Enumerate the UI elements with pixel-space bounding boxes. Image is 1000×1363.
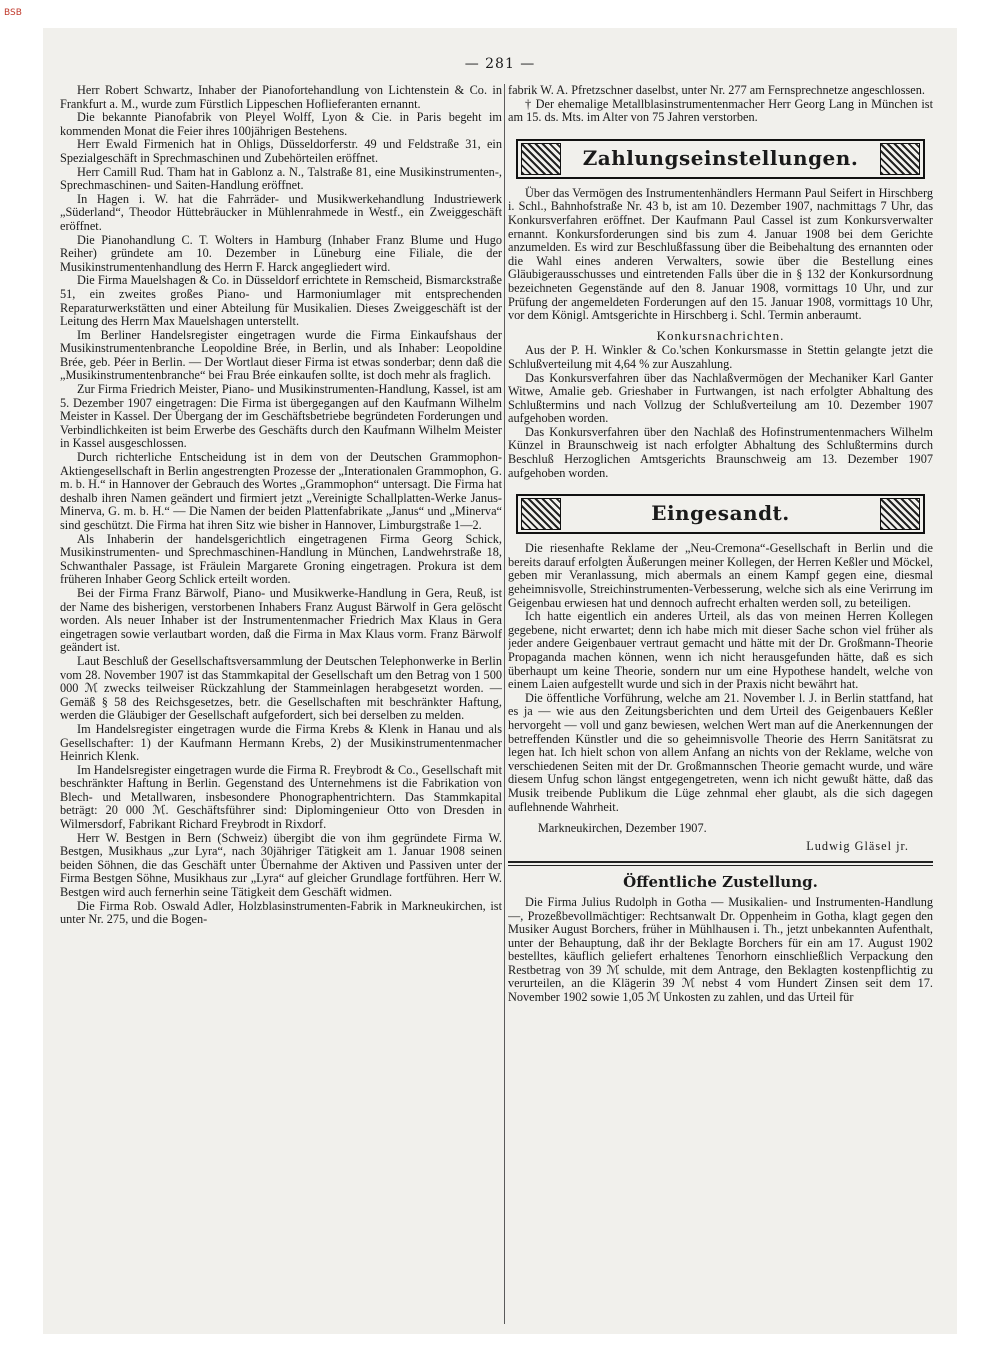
paragraph: In Hagen i. W. hat die Fahrräder- und Musikwerkehandlung Industriewerk „Süderland“, Theodor Hüttebräucker in Mühlenrahmede in Westf., ein Zweiggeschäft eröffnet.	[60, 191, 502, 233]
paragraph: Die Pianohandlung C. T. Wolters in Hamburg (Inhaber Franz Blume und Hugo Reiher) gründete am 10. Dezember in Lüneburg eine Filiale, die der Musikinstrumentenhandlung des Herrn F. Harck angegliedert wird.	[60, 232, 502, 274]
paragraph: Über das Vermögen des Instrumentenhändlers Hermann Paul Seifert in Hirschberg i. Schl., Bahnhofstraße Nr. 43 b, ist am 10. Dezember 1907, nachmittags 7 Uhr, das Konkursverfahren eröffnet. Der Kaufmann Paul Cassel ist zum Konkursverwalter ernannt. Konkursforderungen sind bis zum 4. Januar 1908 bei dem Gerichte anzumelden. Es wird zur Beschlußfassung über die Beibehaltung des ernannten oder die Wahl eines anderen Verwalters, sowie über die Bestellung eines Gläubigerausschusses und eintretenden Falls über die in § 132 der Konkursordnung bezeichneten Gegenstände auf den 8. Januar 1908, vormittags 10 Uhr, und zur Prüfung der angemeldeten Forderungen auf den 15. Januar 1908, vormittags 10 Uhr, vor dem Königl. Amtsgerichte in Hirschberg i. Schl. Termin anberaumt.	[508, 185, 933, 323]
eingesandt-banner	[516, 494, 925, 534]
section-rule	[508, 861, 933, 866]
paragraph: Die riesenhafte Reklame der „Neu-Cremona“-Gesellschaft in Berlin und die bereits darauf erfolgten Äußerungen meiner Kollegen, der Herren Keßler und Möckel, geben mir Veranlassung, mich abermals an einem Kampf gegen eine, diesmal geheimnisvolle, Streichinstrumenten-Verbesserung, welche sich als eine Verirrung im Geigenbau erwiesen hat und dennoch aufrecht erhalten werden soll, zu beteiligen.	[508, 541, 933, 610]
section-title: Eingesandt.	[651, 501, 790, 526]
paragraph: Das Konkursverfahren über das Nachlaßvermögen der Mechaniker Karl Ganter Witwe, Amalie geb. Grieshaber in Furtwangen, ist nach erfolgter Abhaltung des Schlußtermins und nach Vollzug der Schlußverteilung am 10. Dezember 1907 aufgehoben worden.	[508, 370, 933, 426]
paragraph: Ich hatte eigentlich ein anderes Urteil, als das von meinen Herren Kollegen gegebene, nicht erwartet; denn ich habe mich mit dieser Sache schon viel früher als jeder andere Geigenbauer vertraut gemacht und hätte mit der Dr. Großmann-Theorie Propaganda machen können, wenn ich nicht herausgefunden hätte, daß es sich überhaupt um keine Theorie, sondern nur um eine Hypothese handelt, welche von einem Laien aufgestellt wurde und sich in der Praxis nicht bewährt hat.	[508, 609, 933, 692]
paragraph: Herr Camill Rud. Tham hat in Gablonz a. N., Talstraße 81, eine Musikinstrumenten-, Sprechmaschinen- und Saiten-Handlung eröffnet.	[60, 164, 502, 193]
paragraph: Aus der P. H. Winkler & Co.'schen Konkursmasse in Stettin gelangte jetzt die Schlußverteilung mit 4,64 % zur Auszahlung.	[508, 343, 933, 371]
ornament-left-icon	[521, 498, 561, 530]
zahlungseinstellungen-banner	[516, 139, 925, 179]
paragraph: Im Handelsregister eingetragen wurde die Firma R. Freybrodt & Co., Gesellschaft mit beschränkter Haftung in Berlin. Gegenstand des Unternehmens ist die Fabrikation von Blech- und Metallwaren, insbesondere Phonographentrichtern. Das Stammkapital beträgt: 20 000 ℳ. Geschäftsführer sind: Diplomingenieur Otto von Dresden in Wilmersdorf, Fabrikant Richard Freybrodt in Rixdorf.	[60, 762, 502, 832]
paragraph: Herr W. Bestgen in Bern (Schweiz) übergibt die von ihm gegründete Firma W. Bestgen, Musikhaus „zur Lyra“, nach 30jähriger Tätigkeit am 1. Januar 1908 seinen beiden Söhnen, die das Geschäft unter Übernahme der Aktiven und Passiven unter der Firma Bestgen Söhne, Musikhaus zur „Lyra“ auf gleicher Grundlage fortführen. Herr W. Bestgen wird auch fernerhin seine Tätigkeit dem Geschäft widmen.	[60, 830, 502, 900]
paragraph: Im Berliner Handelsregister eingetragen wurde die Firma Einkaufshaus der Musikinstrumentenbranche Leopoldine Brée, in Berlin, und als Inhaber: Leopoldine Brée, geb. Péer in Berlin. — Der Wortlaut dieser Firma ist etwas sonderbar; denn daß die „Musikinstrumentenbranche“ bei Frau Brée einkaufen sollte, ist doch mehr als fraglich.	[60, 327, 502, 383]
paragraph: Die bekannte Pianofabrik von Pleyel Wolff, Lyon & Cie. in Paris begeht im kommenden Monat die Feier ihres 100jährigen Bestehens.	[60, 110, 502, 138]
letter-signature: Ludwig Gläsel jr.	[806, 838, 909, 853]
paragraph: Im Handelsregister eingetragen wurde die Firma Krebs & Klenk in Hanau und als Gesellschafter: 1) der Kaufmann Hermann Krebs, 2) der Musikinstrumentenmacher Heinrich Klenk.	[60, 721, 502, 764]
ornament-left-icon	[521, 143, 561, 175]
column-divider	[504, 84, 505, 1324]
paragraph: fabrik W. A. Pfretzschner daselbst, unter Nr. 277 am Fernsprechnetze angeschlossen.	[508, 84, 925, 97]
paragraph: Herr Robert Schwartz, Inhaber der Pianofortehandlung von Lichtenstein & Co. in Frankfurt a. M., wurde zum Fürstlich Lippeschen Hoflieferanten ernannt.	[60, 84, 502, 111]
konkurs-heading: Konkursnachrichten.	[656, 327, 785, 343]
paragraph: Durch richterliche Entscheidung ist in dem von der Deutschen Grammophon-Aktiengesellschaft in Berlin angestrengten Prozesse der „Interationalen Grammophon, G. m. b. H.“ in Hannover der Gebrauch des Wortes „Grammophon“ untersagt. Die Firma hat deshalb ihren Namen geändert und firmiert jetzt „Vereinigte Schallplatten-Werke Janus-Minerva, G. m. b. H.“ — Die Namen der beiden Plattenfabrikate „Janus“ und „Minerva“ sind geschützt. Die Firma hat ihren Sitz wie bisher in Hannover, Limburgstraße 1—2.	[60, 450, 502, 532]
paragraph: Zur Firma Friedrich Meister, Piano- und Musikinstrumenten-Handlung, Kassel, ist am 5. Dezember 1907 eingetragen: Die Firma ist übergegangen auf den Kaufmann Wilhelm Meister in Kassel. Der Übergang der im Geschäftsbetriebe begründeten Forderungen und Verbindlichkeiten ist beim Erwerbe des Geschäfts durch den Kaufmann Wilhelm Meister in Kassel ausgeschlossen.	[60, 382, 502, 451]
paragraph: Laut Beschluß der Gesellschaftsversammlung der Deutschen Telephonwerke in Berlin vom 28. November 1907 ist das Stammkapital der Gesellschaft um den Betrag von 1 500 000 ℳ zwecks teilweiser Rückzahlung der Stammeinlagen herabgesetzt worden. — Gemäß § 58 des Reichsgesetzes, betr. die Gesellschaften mit beschränkter Haftung, werden die Gläubiger der Gesellschaft aufgefordert, sich bei derselben zu melden.	[60, 653, 502, 723]
zustellung-body	[508, 896, 933, 1005]
zahlung-body	[508, 187, 933, 323]
konkurs-body	[508, 344, 933, 480]
section-title: Zahlungseinstellungen.	[582, 145, 859, 170]
paragraph: Die öffentliche Vorführung, welche am 21. November l. J. in Berlin stattfand, hat es ja — wie aus den Zeitungsberichten und dem Urteil des Geigenbauers Keßler hervorgeht — voll und ganz bewiesen, welchen Wert man auf die Anerkennungen der betreffenden Künstler und die so geheimnisvolle Theorie des Herrn Sanitätsrat zu legen hat. Ich hielt schon von allem Anfang an nichts von der Reklame, welche von verschiedenen Seiten mit der Dr. Großmannschen Theorie gemacht wurde, und wäre diesem Unfug schon längst entgegengetreten, wenn ich nicht gewußt hätte, daß das Musik treibende Publikum die Lüge zehnmal eher glaubt, als die sich dagegen auflehnende Wahrheit.	[508, 690, 933, 814]
eingesandt-body	[508, 542, 933, 814]
paragraph: Das Konkursverfahren über den Nachlaß des Hofinstrumentenmachers Wilhelm Künzel in Braunschweig ist nach erfolgter Abhaltung des Schlußtermins durch Beschluß Herzoglichen Amtsgerichts Braunschweig am 13. Dezember 1907 aufgehoben worden.	[508, 424, 933, 480]
ornament-right-icon	[880, 498, 920, 530]
page-number: — 281 —	[464, 56, 536, 72]
paragraph: † Der ehemalige Metallblasinstrumentenmacher Herr Georg Lang in München ist am 15. ds. Mts. im Alter von 75 Jahren verstorben.	[508, 96, 933, 125]
left-column	[60, 84, 502, 1334]
newspaper-page	[43, 28, 957, 1334]
paragraph: Herr Ewald Firmenich hat in Ohligs, Düsseldorferstr. 49 und Feldstraße 31, ein Spezialgeschäft in Sprechmaschinen und Zubehörteilen eröffnet.	[60, 137, 502, 165]
library-mark: BSB	[4, 8, 22, 18]
right-column	[508, 84, 933, 1334]
paragraph: Die Firma Mauelshagen & Co. in Düsseldorf errichtete in Remscheid, Bismarckstraße 51, ein zweites großes Piano- und Harmoniumlager mit entsprechenden Reparaturwerkstätten und einer Abteilung für Musikalien. Dieses Zweiggeschäft ist der Leitung des Herrn Max Mauelshagen unterstellt.	[60, 273, 502, 329]
paragraph: Die Firma Julius Rudolph in Gotha — Musikalien- und Instrumenten-Handlung —, Prozeßbevollmächtiger: Rechtsanwalt Dr. Oppenheim in Gotha, klagt gegen den Musiker August Borchers, früher in Mühlhausen i. Th., jetzt unbekannten Aufenthalt, unter der Behauptung, daß ihr der Beklagte Borchers für ein am 17. August 1902 bestelltes, käuflich geliefert erhaltenes Tenorhorn einschließlich Verpackung den Restbetrag von 39 ℳ schulde, mit dem Antrage, den Beklagten kostenpflichtig zu verurteilen, an die Klägerin 39 ℳ nebst 4 vom Hundert Zinsen seit dem 17. November 1902 sowie 1,05 ℳ Unkosten zu zahlen, und das Urteil für	[508, 894, 933, 1005]
ornament-right-icon	[880, 143, 920, 175]
letter-date: Markneukirchen, Dezember 1907.	[538, 821, 707, 836]
paragraph: Als Inhaberin der handelsgerichtlich eingetragenen Firma Georg Schick, Musikinstrumenten- und Sprechmaschinen-Handlung in München, Landwehrstraße 18, Schwanthaler Passage, ist Fräulein Margarete Groning eingetragen. Prokura ist dem früheren Inhaber Georg Schlick erteilt worden.	[60, 531, 502, 587]
zustellung-heading: Öffentliche Zustellung.	[623, 873, 818, 892]
paragraph: Die Firma Rob. Oswald Adler, Holzblasinstrumenten-Fabrik in Markneukirchen, ist unter Nr. 275, und die Bogen-	[60, 898, 502, 927]
right-top-notices	[508, 84, 933, 125]
paragraph: Bei der Firma Franz Bärwolf, Piano- und Musikwerke-Handlung in Gera, Reuß, ist der Name des bisherigen, verstorbenen Inhabers Franz August Bärwolf in Gera gelöscht worden. Als neuer Inhaber ist der Instrumentenmacher Friedrich Max Klaus in Gera eingetragen sowie verlautbart worden, daß die Firma in Max Klaus vorm. Franz Bärwolf geändert ist.	[60, 585, 502, 655]
